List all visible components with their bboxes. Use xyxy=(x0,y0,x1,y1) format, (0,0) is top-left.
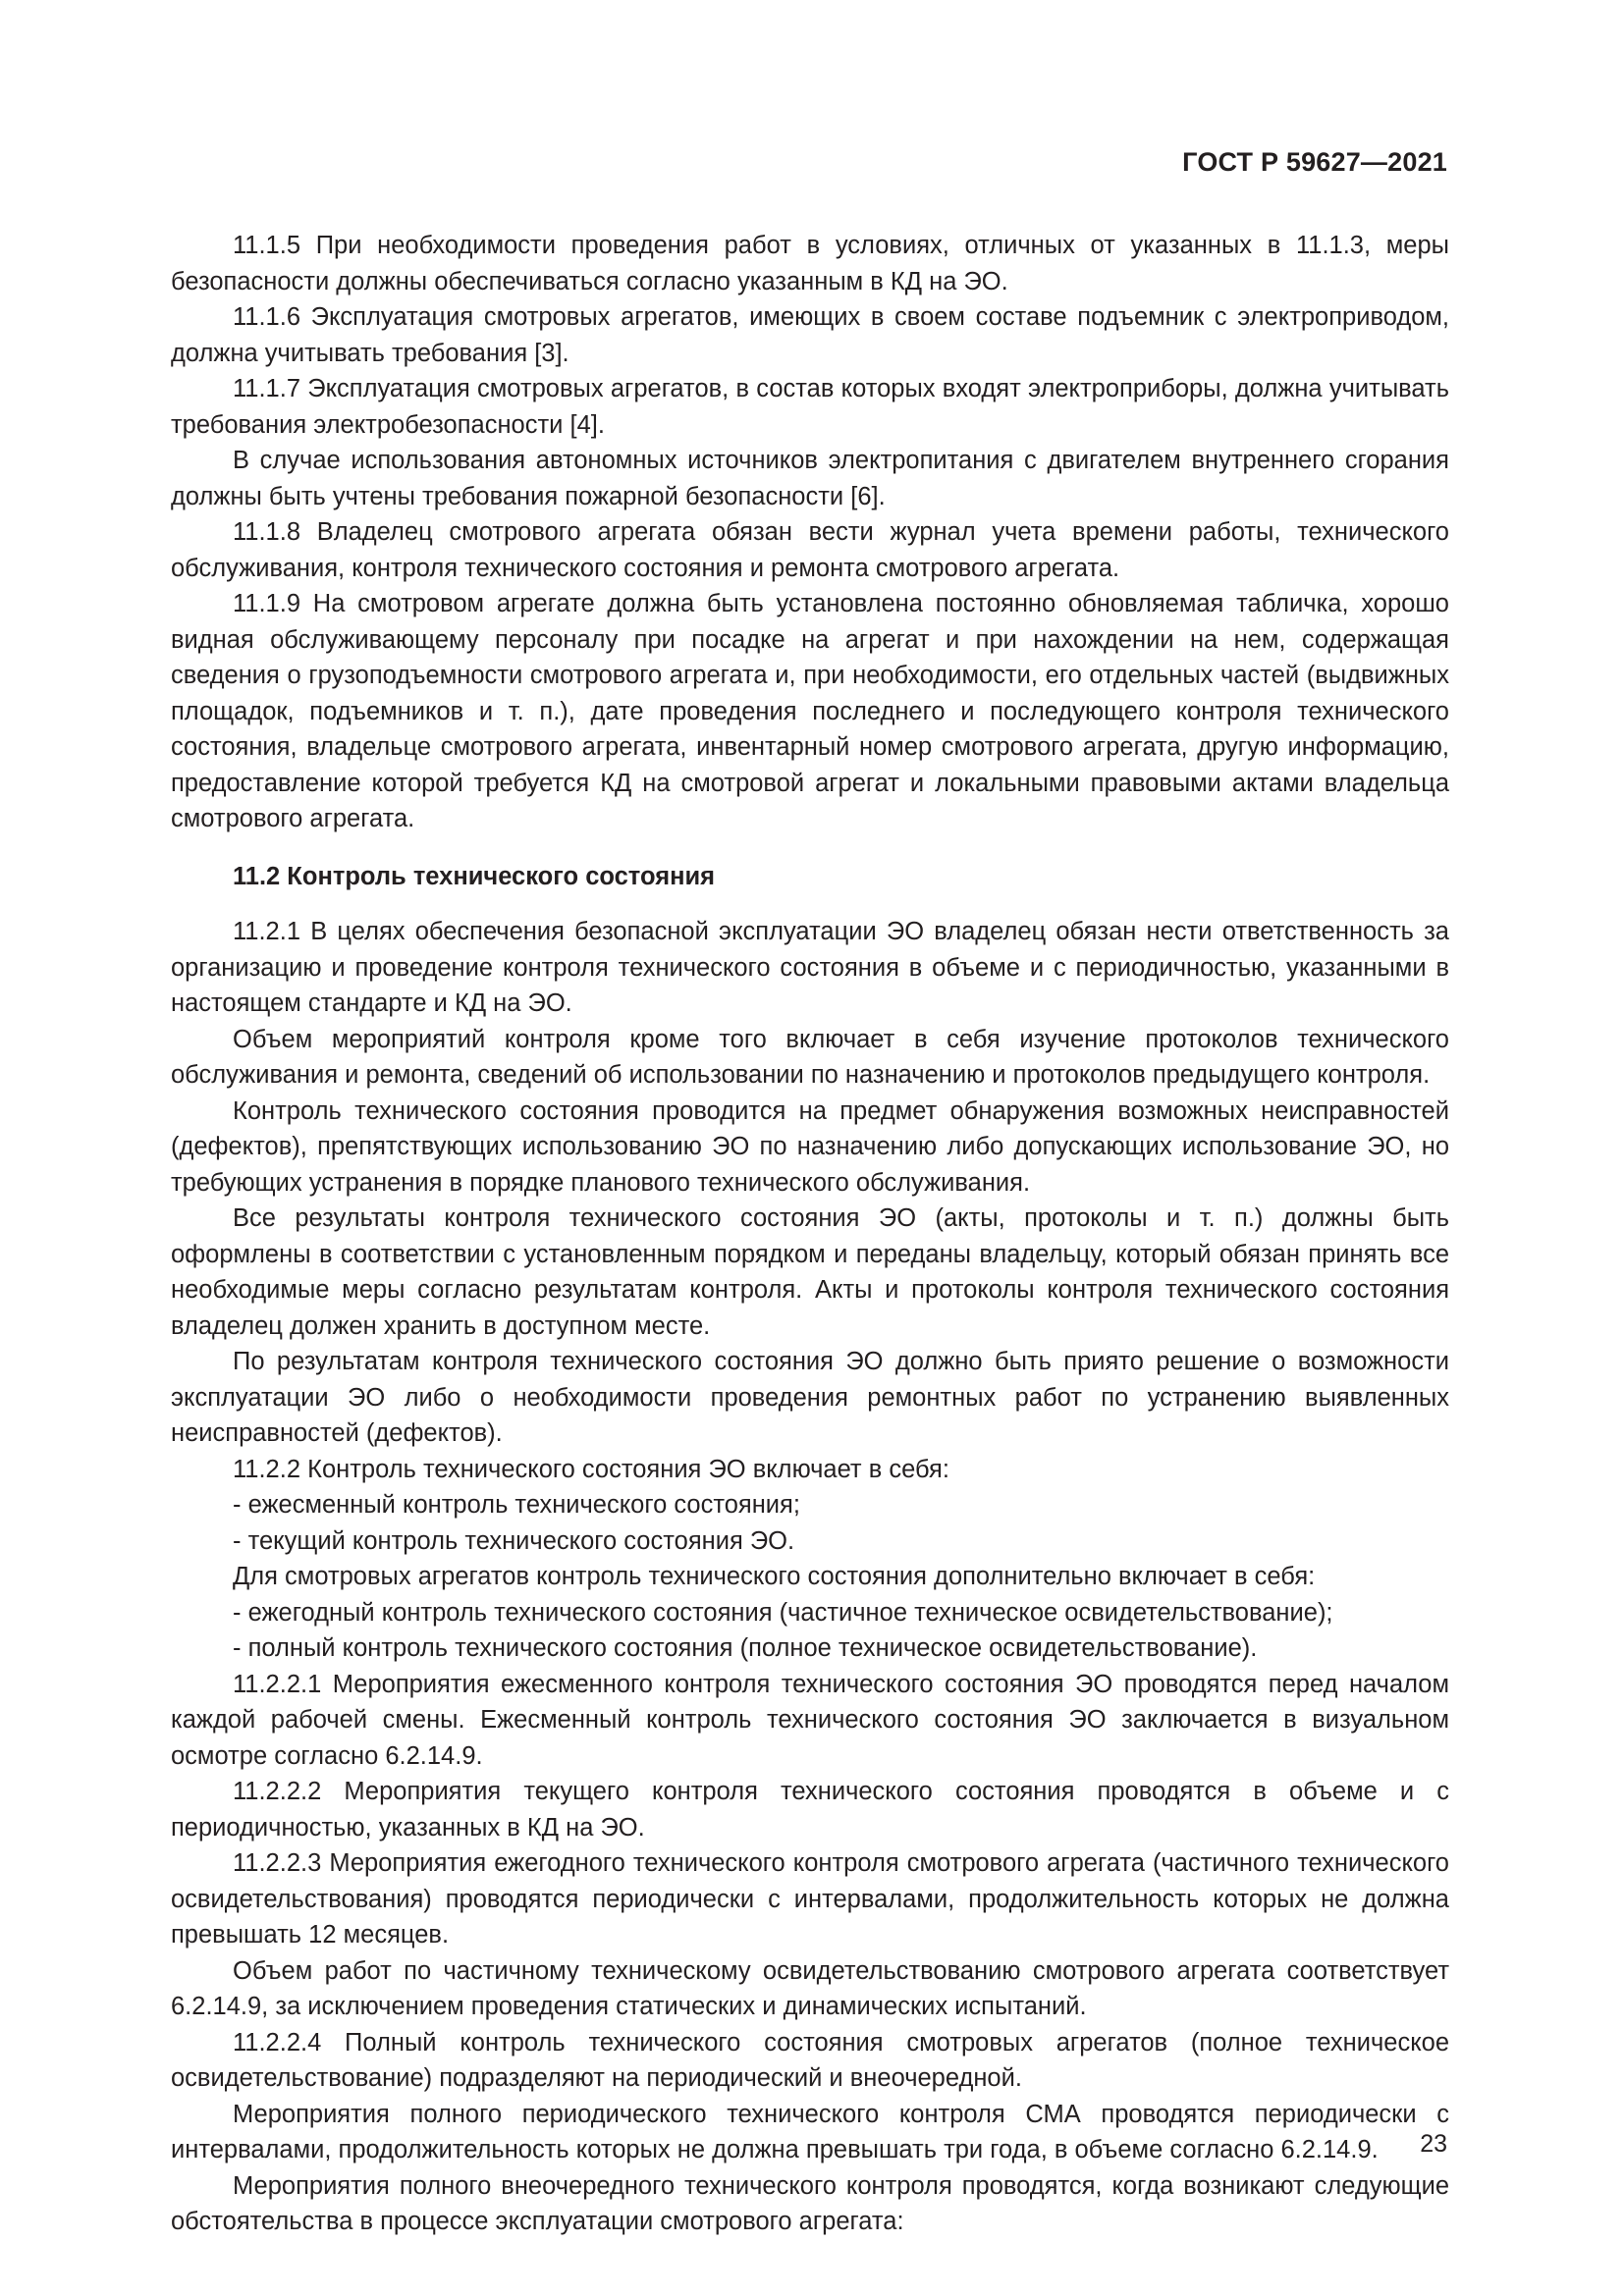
paragraph: 11.2.2.1 Мероприятия ежесменного контроля технического состояния ЭО проводятся перед началом каждой рабочей смены. Ежесменный контроль технического состояния ЭО заключается в визуальном осмотре согласно 6.2.14.9. xyxy=(171,1670,1449,1770)
list-item: - ежесменный контроль технического состояния; xyxy=(233,1491,800,1519)
section-heading: 11.2 Контроль технического состояния xyxy=(233,862,716,890)
page-number: 23 xyxy=(1420,2130,1447,2158)
paragraph: Все результаты контроля технического состояния ЭО (акты, протоколы и т. п.) должны быть оформлены в соответствии с установленным порядком и переданы владельцу, который обязан принять все необходимые меры согласно результатам контроля. Акты и протоколы контроля технического состояния владелец должен хранить в доступном месте. xyxy=(171,1204,1449,1340)
paragraph: Мероприятия полного внеочередного технического контроля проводятся, когда возникают следующие обстоятельства в процессе эксплуатации смотрового агрегата: xyxy=(171,2171,1449,2235)
list-item: - полный контроль технического состояния (полное техническое освидетельствование). xyxy=(233,1634,1258,1662)
paragraph: Мероприятия полного периодического технического контроля СМА проводятся периодически с интервалами, продолжительность которых не должна превышать три года, в объеме согласно 6.2.14.9. xyxy=(171,2100,1449,2163)
paragraph: 11.1.6 Эксплуатация смотровых агрегатов, имеющих в своем составе подъемник с электроприводом, должна учитывать требования [3]. xyxy=(171,303,1449,367)
paragraph: 11.2.2.2 Мероприятия текущего контроля технического состояния проводятся в объеме и с периодичностью, указанных в КД на ЭО. xyxy=(171,1778,1449,1842)
paragraph: 11.1.5 При необходимости проведения работ в условиях, отличных от указанных в 11.1.3, меры безопасности должны обеспечиваться согласно указанным в КД на ЭО. xyxy=(171,232,1449,295)
paragraph: В случае использования автономных источников электропитания с двигателем внутреннего сгорания должны быть учтены требования пожарной безопасности [6]. xyxy=(171,447,1449,510)
paragraph: По результатам контроля технического состояния ЭО должно быть приято решение о возможности эксплуатации ЭО либо о необходимости проведения ремонтных работ по устранению выявленных неисправностей (дефектов). xyxy=(171,1348,1449,1447)
paragraph: Объем мероприятий контроля кроме того включает в себя изучение протоколов технического обслуживания и ремонта, сведений об использовании по назначению и протоколов предыдущего контроля. xyxy=(171,1025,1449,1089)
paragraph: 11.1.9 На смотровом агрегате должна быть установлена постоянно обновляемая табличка, хорошо видная обслуживающему персоналу при посадке на агрегат и при нахождении на нем, содержащая сведения о грузоподъемности смотрового агрегата и, при необходимости, его отдельных частей (выдвижных площадок, подъемников и т. п.), дате проведения последнего и последующего контроля технического состояния, владельце смотрового агрегата, инвентарный номер смотрового агрегата, другую информацию, предоставление которой требуется КД на смотровой агрегат и локальными правовыми актами владельца смотрового агрегата. xyxy=(171,590,1449,832)
standard-designation: ГОСТ Р 59627—2021 xyxy=(1182,147,1447,177)
paragraph: 11.2.2.3 Мероприятия ежегодного технического контроля смотрового агрегата (частичного технического освидетельствования) проводятся периодически с интервалами, продолжительность которых не должна превышать 12 месяцев. xyxy=(171,1849,1449,1949)
paragraph: 11.2.1 В целях обеспечения безопасной эксплуатации ЭО владелец обязан нести ответственность за организацию и проведение контроля технического состояния в объеме и с периодичностью, указанными в настоящем стандарте и КД на ЭО. xyxy=(171,918,1449,1017)
paragraph: Для смотровых агрегатов контроль технического состояния дополнительно включает в себя: xyxy=(233,1563,1316,1590)
paragraph: 11.1.8 Владелец смотрового агрегата обязан вести журнал учета времени работы, технического обслуживания, контроля технического состояния и ремонта смотрового агрегата. xyxy=(171,518,1449,582)
paragraph: 11.2.2.4 Полный контроль технического состояния смотровых агрегатов (полное техническое освидетельствование) подразделяют на периодический и внеочередной. xyxy=(171,2028,1449,2092)
paragraph: 11.1.7 Эксплуатация смотровых агрегатов, в состав которых входят электроприборы, должна учитывать требования электробезопасности [4]. xyxy=(171,375,1449,439)
paragraph: Объем работ по частичному техническому освидетельствованию смотрового агрегата соответствует 6.2.14.9, за исключением проведения статических и динамических испытаний. xyxy=(171,1956,1449,2020)
paragraph: 11.2.2 Контроль технического состояния ЭО включает в себя: xyxy=(233,1455,949,1483)
list-item: - ежегодный контроль технического состояния (частичное техническое освидетельствование); xyxy=(233,1598,1333,1627)
paragraph: Контроль технического состояния проводится на предмет обнаружения возможных неисправностей (дефектов), препятствующих использованию ЭО по назначению либо допускающих использование ЭО, но требующих устранения в порядке планового технического обслуживания. xyxy=(171,1096,1449,1197)
document-body xyxy=(171,228,1449,2240)
list-item: - текущий контроль технического состояния ЭО. xyxy=(233,1526,795,1555)
